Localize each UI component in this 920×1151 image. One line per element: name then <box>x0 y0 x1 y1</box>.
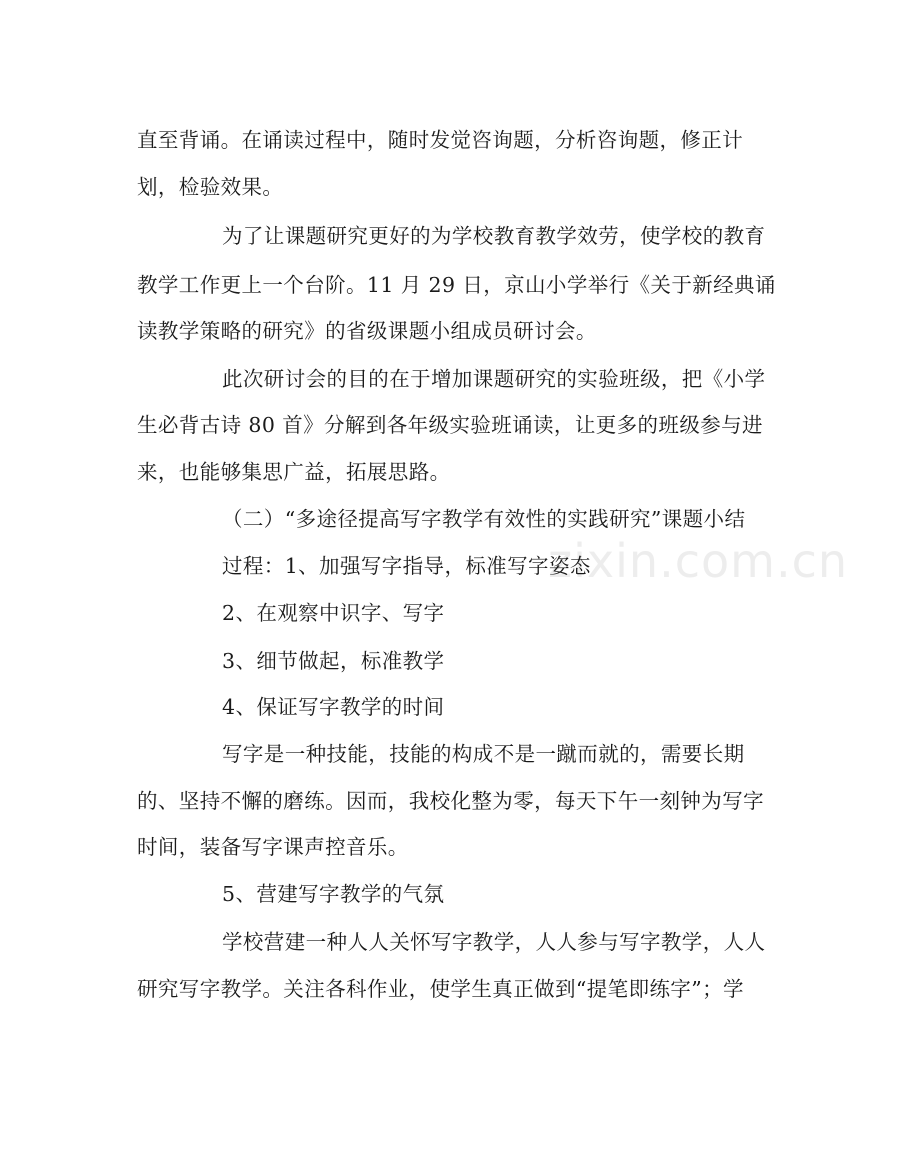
list-item: 4、保证写字教学的时间 <box>222 695 445 719</box>
text-line: 直至背诵。在诵读过程中，随时发觉咨询题，分析咨询题，修正计 <box>137 128 744 152</box>
list-item: 5、营建写字教学的气氛 <box>222 882 445 906</box>
text-line: 此次研讨会的目的在于增加课题研究的实验班级，把《小学 <box>222 367 766 391</box>
text-line: 划，检验效果。 <box>137 175 284 199</box>
text-line: 写字是一种技能，技能的构成不是一蹴而就的，需要长期 <box>222 742 745 766</box>
text-line: 为了让课题研究更好的为学校教育教学效劳，使学校的教育 <box>222 224 766 248</box>
text-line: 来，也能够集思广益，拓展思路。 <box>137 460 451 484</box>
list-item: 2、在观察中识字、写字 <box>222 601 445 625</box>
list-item: 3、细节做起，标准教学 <box>222 649 445 673</box>
text-line: 生必背古诗 80 首》分解到各年级实验班诵读，让更多的班级参与进 <box>137 413 763 437</box>
text-line: 时间，装备写字课声控音乐。 <box>137 835 409 859</box>
text-line: 过程：1、加强写字指导，标准写字姿态 <box>222 554 591 578</box>
section-heading: （二）“多途径提高写字教学有效性的实践研究”课题小结 <box>222 507 746 531</box>
text-line: 教学工作更上一个台阶。11 月 29 日，京山小学举行《关于新经典诵 <box>137 273 776 297</box>
text-line: 学校营建一种人人关怀写字教学，人人参与写字教学，人人 <box>222 930 766 954</box>
text-line: 读教学策略的研究》的省级课题小组成员研讨会。 <box>137 319 597 343</box>
watermark: zixin.com.cn <box>548 534 849 588</box>
text-line: 的、坚持不懈的磨练。因而，我校化整为零，每天下午一刻钟为写字 <box>137 789 764 813</box>
text-line: 研究写字教学。关注各科作业，使学生真正做到“提笔即练字”；学 <box>137 977 744 1001</box>
